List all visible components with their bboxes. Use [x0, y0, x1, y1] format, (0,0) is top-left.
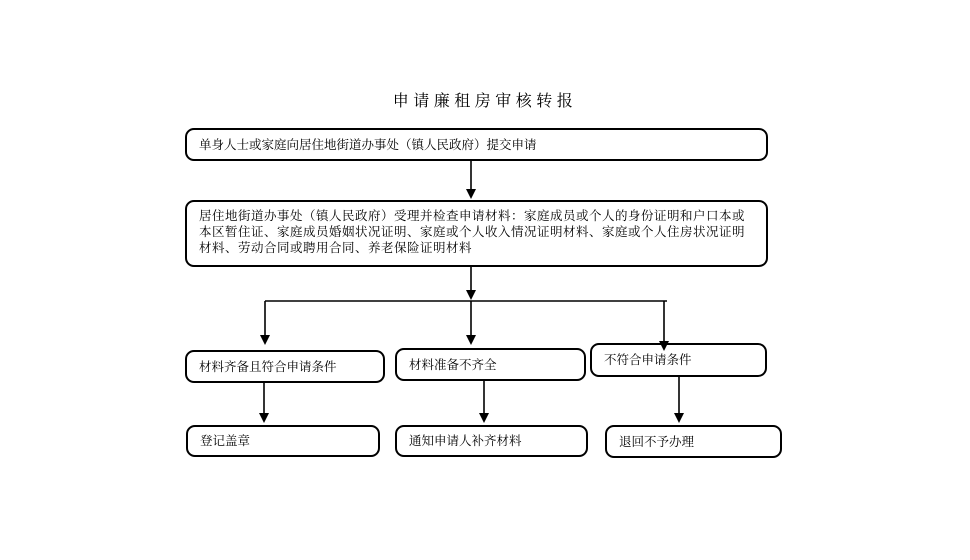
flow-node-register-stamp	[186, 425, 380, 457]
arrowhead-icon	[260, 335, 270, 345]
flow-node-label: 居住地街道办事处（镇人民政府）受理并检查申请材料：家庭成员或个人的身份证明和户口本或本区暂住证、家庭成员婚姻状况证明、家庭或个人收入情况证明材料、家庭或个人住房状况证明材料、劳动合同或聘用合同、养老保险证明材料	[199, 209, 746, 255]
flow-node-label: 登记盖章	[200, 434, 251, 448]
flow-node-submit-application	[185, 128, 768, 161]
flow-node-notify-applicant	[395, 425, 588, 457]
flow-node-return-reject	[605, 425, 782, 458]
flow-node-materials-incomplete	[395, 348, 586, 381]
arrowhead-icon	[259, 413, 269, 423]
flow-node-label: 材料准备不齐全	[409, 357, 497, 372]
flow-node-not-eligible	[590, 343, 767, 377]
page-title: 申请廉租房审核转报	[392, 93, 578, 110]
flow-node-label: 不符合申请条件	[604, 353, 692, 367]
arrowhead-icon	[466, 335, 476, 345]
arrowhead-icon	[466, 290, 476, 300]
flow-node-label: 退回不予办理	[619, 434, 695, 449]
arrowhead-icon	[674, 413, 684, 423]
arrowhead-icon	[479, 413, 489, 423]
arrowhead-icon	[466, 189, 476, 199]
flow-node-review-materials	[185, 200, 768, 267]
flow-node-label: 材料齐备且符合申请条件	[199, 359, 337, 374]
flow-node-label: 通知申请人补齐材料	[409, 434, 522, 448]
flow-node-materials-complete	[185, 350, 385, 383]
flow-node-label: 单身人士或家庭向居住地街道办事处（镇人民政府）提交申请	[199, 137, 537, 152]
